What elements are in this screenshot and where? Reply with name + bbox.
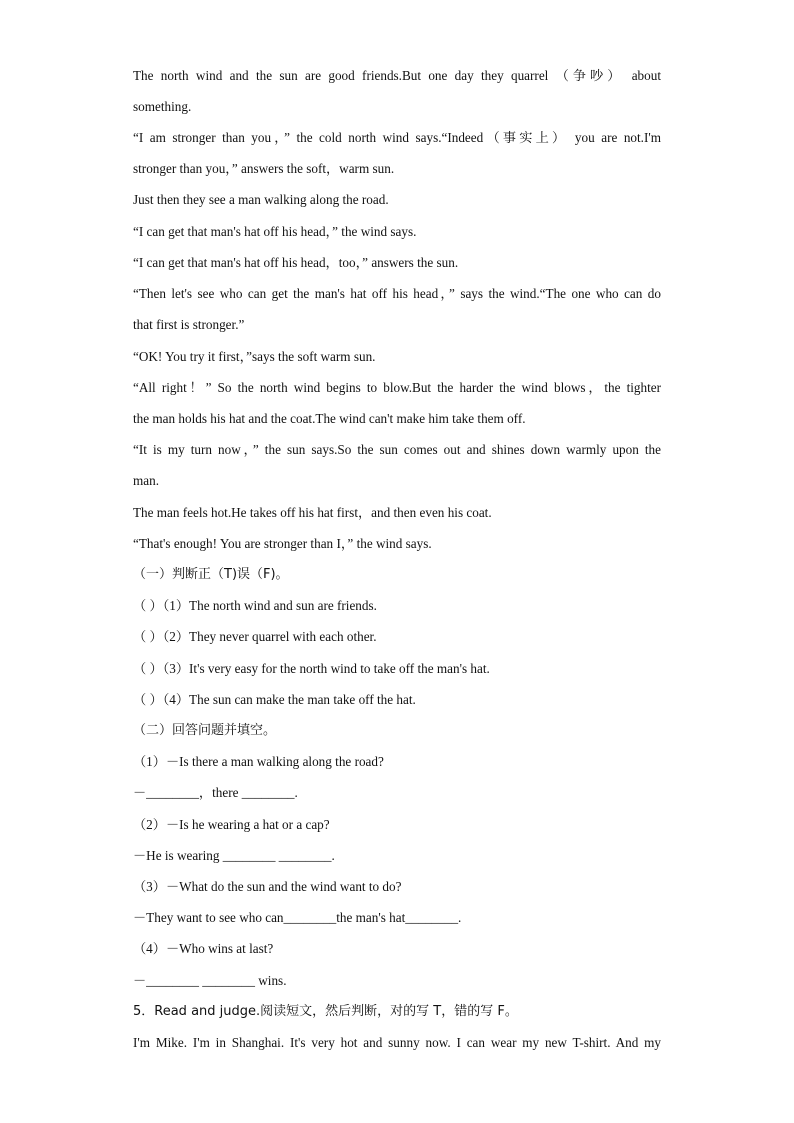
passage-line-13: “It is my turn now，” the sun says.So the sun comes out and shines down warmly upon the [133,442,661,457]
passage-line-8: “Then let's see who can get the man's hat off his head，” says the wind.“The one who can do [133,286,661,301]
part2-heading: （二）回答问题并填空。 [133,723,277,738]
judge-item-4: （ ）（4）The sun can make the man take off the hat. [133,692,416,707]
question-3: （3）－What do the sun and the wind want to do? [133,879,402,894]
passage-line-7: “I can get that man's hat off his head，too，” answers the sun. [133,255,459,270]
passage-line-15: The man feels hot.He takes off his hat first，and then even his coat. [133,505,492,520]
passage-line-5: Just then they see a man walking along the road. [133,192,389,207]
answer-4: －________ ________ wins. [133,973,287,988]
passage-line-1: The north wind and the sun are good friends.But one day they quarrel （争吵） about [133,68,661,83]
passage-line-9: that first is stronger.” [133,317,245,332]
passage-line-4: stronger than you，” answers the soft，warm sun. [133,161,395,176]
passage-line-10: “OK! You try it first，”says the soft warm sun. [133,349,376,364]
judge-item-2: （ ）（2）They never quarrel with each other. [133,629,377,644]
answer-2: －He is wearing ________ ________. [133,848,335,863]
judge-item-1: （ ）（1）The north wind and sun are friends. [133,598,377,613]
question-4: （4）－Who wins at last? [133,941,274,956]
passage-line-6: “I can get that man's hat off his head，” the wind says. [133,224,417,239]
question-1: （1）－Is there a man walking along the road? [133,754,384,769]
passage-line-14: man. [133,473,160,488]
question5-heading: 5．Read and judge.阅读短文，然后判断，对的写 T，错的写 F。 [133,1004,518,1019]
question-2: （2）－Is he wearing a hat or a cap? [133,817,330,832]
passage-line-3: “I am stronger than you，” the cold north wind says.“Indeed（事实上） you are not.I'm [133,130,661,145]
passage-line-11: “All right！” So the north wind begins to blow.But the harder the wind blows，the tighter [133,380,661,395]
passage-line-16: “That's enough! You are stronger than I，” the wind says. [133,536,432,551]
passage-line-2: something. [133,99,192,114]
answer-3: －They want to see who can________the man's hat________. [133,910,462,925]
part1-heading: （一）判断正（T)误（F)。 [133,567,289,582]
answer-1: －________，there ________. [133,785,298,800]
passage-line-12: the man holds his hat and the coat.The wind can't make him take them off. [133,411,526,426]
question5-first-line: I'm Mike. I'm in Shanghai. It's very hot and sunny now. I can wear my new T-shirt. And my [133,1035,661,1050]
judge-item-3: （ ）（3）It's very easy for the north wind to take off the man's hat. [133,661,490,676]
